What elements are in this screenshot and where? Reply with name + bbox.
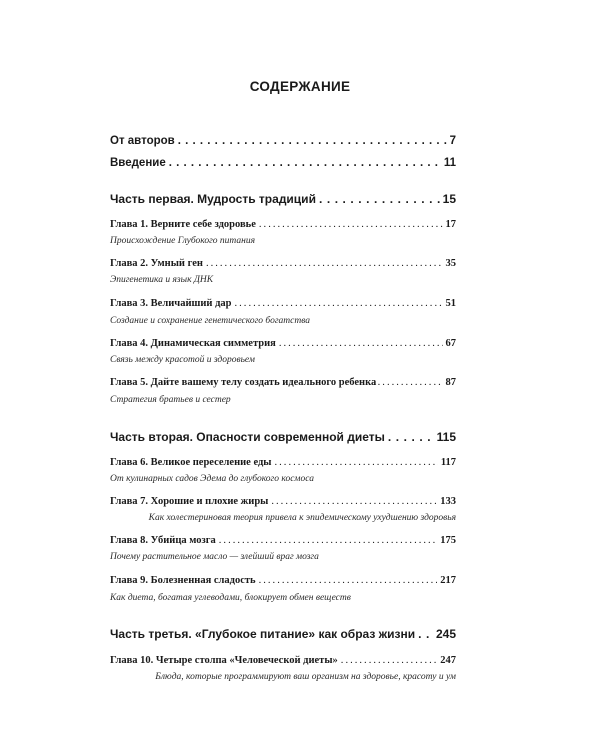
toc-entry-title: Глава 5. Дайте вашему телу создать идеального ребенка <box>110 377 377 388</box>
toc-chapter-subtitle: От кулинарных садов Эдема до глубокого космоса <box>110 474 314 484</box>
page-title: СОДЕРЖАНИЕ <box>249 79 351 94</box>
toc-entry-title: Глава 2. Умный ген <box>110 258 203 269</box>
dot-leader <box>235 298 443 309</box>
dot-leader <box>219 535 437 546</box>
dot-leader <box>259 575 438 586</box>
toc-entry-title: Часть вторая. Опасности современной диеты <box>110 430 385 444</box>
toc-part-1 <box>110 192 456 206</box>
toc-entry-page: 35 <box>445 258 456 269</box>
toc-chapter-10 <box>110 655 456 666</box>
toc-chapter-4 <box>110 338 456 349</box>
toc-entry-page: 11 <box>443 157 456 169</box>
dot-leader <box>341 655 437 666</box>
toc-chapter-2 <box>110 258 456 269</box>
toc-part-3 <box>110 627 456 641</box>
toc-chapter-3 <box>110 298 456 309</box>
dot-leader <box>178 135 447 147</box>
toc-entry-page: 67 <box>445 338 456 349</box>
toc-chapter-9 <box>110 575 456 586</box>
toc-entry-title: Часть первая. Мудрость традиций <box>110 192 316 206</box>
toc-chapter-subtitle: Как холестериновая теория привела к эпидемическому ухудшению здоровья <box>148 513 456 523</box>
toc-entry-title: Глава 10. Четыре столпа «Человеческой диеты» <box>110 655 338 666</box>
toc-chapter-1 <box>110 219 456 230</box>
toc-chapter-subtitle: Как диета, богатая углеводами, блокирует обмен веществ <box>110 593 351 603</box>
toc-chapter-subtitle: Почему растительное масло — злейший враг мозга <box>110 552 319 562</box>
toc-chapter-7 <box>110 496 456 507</box>
toc-entry-title: Глава 6. Великое переселение еды <box>110 457 272 468</box>
toc-chapter-6 <box>110 457 456 468</box>
toc-entry-title: Глава 3. Величайший дар <box>110 298 232 309</box>
toc-chapter-subtitle: Стратегия братьев и сестер <box>110 395 231 405</box>
toc-entry-page: 247 <box>440 655 456 666</box>
toc-entry-page: 245 <box>435 627 456 641</box>
toc-part-2 <box>110 430 456 444</box>
toc-entry-title: От авторов <box>110 135 175 147</box>
dot-leader <box>206 258 443 269</box>
toc-entry-page: 7 <box>449 135 456 147</box>
dot-leader <box>373 377 443 388</box>
toc-entry-title: Глава 8. Убийца мозга <box>110 535 216 546</box>
toc-entry-page: 217 <box>440 575 456 586</box>
toc-chapter-subtitle: Создание и сохранение генетического богатства <box>110 316 311 326</box>
toc-entry-title: Глава 7. Хорошие и плохие жиры <box>110 496 269 507</box>
dot-leader <box>319 192 440 206</box>
toc-chapter-8 <box>110 535 456 546</box>
toc-chapter-subtitle: Связь между красотой и здоровьем <box>110 355 255 365</box>
toc-entry-page: 133 <box>440 496 456 507</box>
toc-entry-title: Глава 1. Верните себе здоровье <box>110 219 256 230</box>
dot-leader <box>279 338 443 349</box>
toc-entry-page: 87 <box>445 377 456 388</box>
dot-leader <box>169 157 441 169</box>
toc-entry-title: Часть третья. «Глубокое питание» как образ жизни <box>110 627 416 641</box>
toc-entry-authors <box>110 135 456 147</box>
toc-chapter-5 <box>110 377 456 388</box>
dot-leader <box>259 219 443 230</box>
toc-entry-page: 175 <box>440 535 456 546</box>
toc-entry-title: Глава 4. Динамическая симметрия <box>110 338 276 349</box>
toc-entry-page: 115 <box>436 430 456 444</box>
toc-entry-title: Введение <box>110 157 166 169</box>
toc-chapter-subtitle: Эпигенетика и язык ДНК <box>110 275 214 285</box>
dot-leader <box>271 496 437 507</box>
toc-chapter-subtitle: Блюда, которые программируют ваш организм на здоровье, красоту и ум <box>155 672 456 682</box>
toc-entry-title: Глава 9. Болезненная сладость <box>110 575 256 586</box>
dot-leader <box>275 457 438 468</box>
toc-entry-page: 51 <box>445 298 456 309</box>
toc-chapter-subtitle: Происхождение Глубокого питания <box>110 236 256 246</box>
dot-leader <box>388 430 434 444</box>
toc-entry-intro <box>110 157 456 169</box>
toc-entry-page: 117 <box>440 457 456 468</box>
dot-leader <box>418 627 433 641</box>
toc-entry-page: 17 <box>445 219 456 230</box>
toc-entry-page: 15 <box>442 192 456 206</box>
